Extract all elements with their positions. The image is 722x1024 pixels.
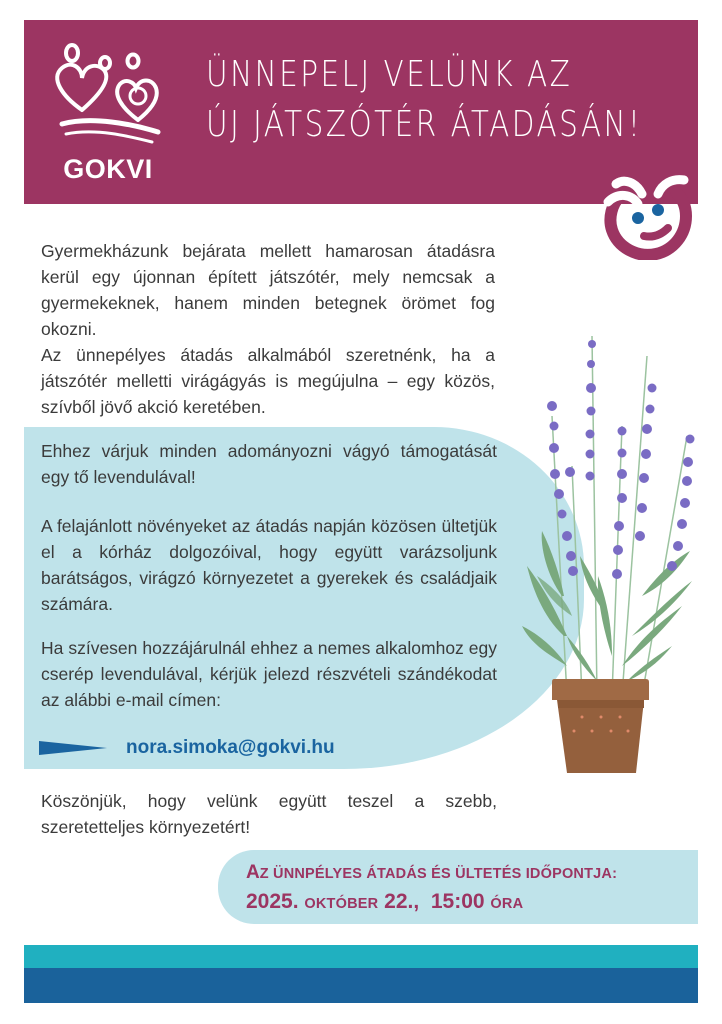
intro-text-1: Gyermekházunk bejárata mellett hamarosan átadásra kerül egy újonnan épített játszótér, mely nemcsak a gyermekeknek, hanem minden betegnek örömet fog okozni.	[41, 241, 495, 339]
event-year: 2025.	[246, 890, 299, 913]
heading-initial: A	[246, 862, 260, 883]
donation-call-paragraph: Ehhez várjuk minden adományozni vágyó támogatását egy tő levendulával!	[41, 441, 497, 487]
gokvi-logo	[52, 38, 164, 188]
hearts-family-icon	[52, 38, 164, 154]
planting-paragraph: A felajánlott növényeket az átadás napján közösen ültetjük el a kórház dolgozóival, hogy együtt varázsoljunk barátságos, virágzó környezetet a gyerekek és családjaik számára.	[41, 516, 497, 614]
event-day: 22.,	[384, 890, 420, 913]
lavender-pot-illustration	[512, 336, 712, 776]
event-date-value	[246, 890, 523, 914]
intro-paragraph	[41, 238, 495, 420]
email-link[interactable]: nora.simoka@gokvi.hu	[126, 737, 335, 758]
event-time: 15:00	[430, 890, 485, 913]
contact-paragraph: Ha szívesen hozzájárulnál ehhez a nemes alkalomhoz egy cserép levendulával, kérjük jelezd részvételi szándékodat az alábbi e-mail címen:	[41, 638, 497, 710]
title-line-2: ÚJ JÁTSZÓTÉR ÁTADÁSÁN!	[206, 104, 643, 145]
thank-you-paragraph: Köszönjük, hogy velünk együtt teszel a szebb, szeretetteljes környezetért!	[41, 791, 497, 837]
event-month: OKTÓBER	[304, 896, 379, 912]
title-line-1: ÜNNEPELJ VELÜNK AZ	[206, 54, 573, 95]
event-time-unit: ÓRA	[490, 896, 524, 912]
footer-stripe-navy	[24, 968, 698, 1003]
intro-text-2: Az ünnepélyes átadás alkalmából szeretnénk, ha a játszótér melletti virágágyás is megújulna – egy közös, szívből jövő akció keretében.	[41, 345, 495, 417]
heading-rest: Z ÜNNPÉLYES ÁTADÁS ÉS ÜLTETÉS IDŐPONTJA:	[259, 866, 618, 882]
event-date-box	[218, 850, 698, 924]
page-title	[206, 50, 642, 150]
smiley-mascot-icon	[598, 164, 694, 260]
footer-stripe-teal	[24, 945, 698, 968]
email-row	[39, 735, 335, 761]
event-date-heading	[246, 862, 617, 884]
pointer-arrow-icon	[39, 740, 107, 756]
header-banner	[24, 20, 698, 204]
logo-text: GOKVI	[63, 154, 153, 184]
